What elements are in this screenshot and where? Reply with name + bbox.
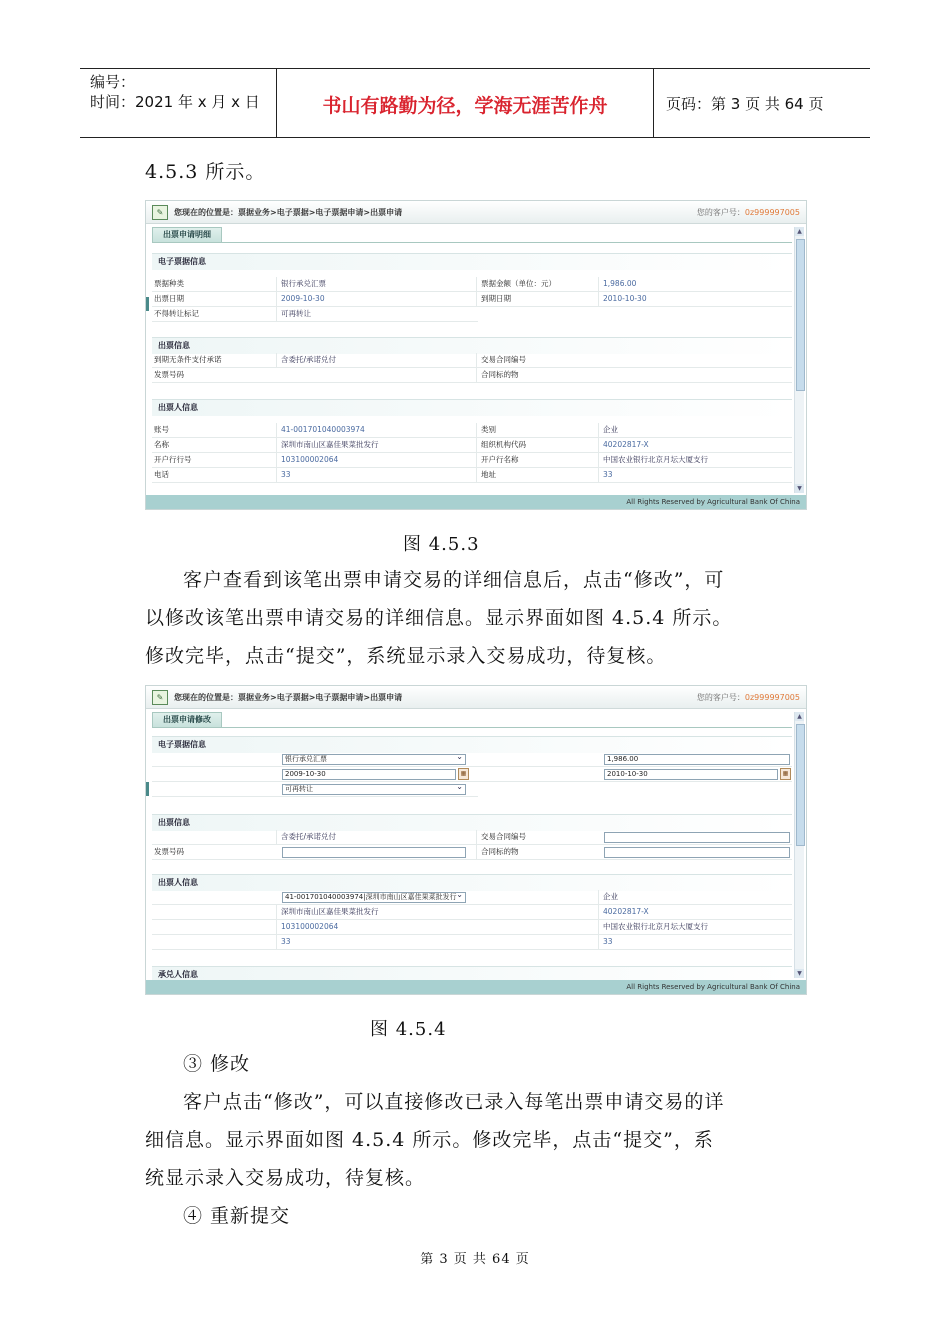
bill-info-grid [152,277,792,322]
scroll-up-icon[interactable]: ▲ [795,227,804,236]
calendar-icon[interactable]: ▦ [458,768,469,780]
table-row: 深圳市南山区嘉佳果菜批发行 40202817-X [152,905,792,920]
page-label: 页码：第 3 页 共 64 页 [666,95,824,113]
invoice-number-input[interactable] [282,847,466,858]
drawer-info-grid [152,423,792,483]
issue-date-input[interactable]: 2009-10-30 [282,769,456,780]
section-drawer-info: 出票人信息 [152,874,792,891]
section-bill-info: 电子票据信息 [152,253,792,270]
issue-info-grid [152,830,792,860]
scroll-down-icon[interactable]: ▼ [795,969,804,978]
contract-number-input[interactable] [604,832,790,843]
home-icon: ✎ [152,690,168,705]
table-row: 开户行行号 103100002064 开户行名称 中国农业银行北京月坛大厦支行 [152,453,792,468]
table-row: 含委托/承诺兑付 交易合同编号 [152,830,792,845]
table-row: 不得转让标记 可再转让 [152,307,478,322]
scroll-thumb[interactable] [796,724,805,846]
table-row: 账号 41-001701040003974 类别 企业 [152,423,792,438]
paragraph-2: 客户查看到该笔出票申请交易的详细信息后，点击“修改”，可 以修改该笔出票申请交易的详细信息。显示界面如图 4.5.4 所示。 修改完毕，点击“提交”，系统显示录入交易成功，待复核。 [145,569,733,667]
table-row: 103100002064 中国农业银行北京月坛大厦支行 [152,920,792,935]
screenshot-detail [145,200,807,510]
section-acceptor-info: 承兑人信息 [152,966,792,983]
section-bill-info: 电子票据信息 [152,736,792,753]
table-row: 票据种类 银行承兑汇票 票据金额（单位：元） 1,986.00 [152,277,792,292]
issue-info-grid [152,353,792,383]
table-row: 41-001701040003974|深圳市南山区嘉佳果菜批发行 ⌄ 企业 [152,890,792,905]
figure-caption-1: 图 4.5.3 [403,534,480,555]
section-drawer-info: 出票人信息 [152,399,792,416]
table-row: 33 33 [152,935,792,950]
table-row: 到期无条件支付承诺 含委托/承诺兑付 交易合同编号 [152,353,792,368]
number-label: 编号： [90,73,136,91]
drawer-info-grid [152,890,792,950]
bill-type-select[interactable]: 银行承兑汇票 ⌄ [282,754,466,765]
header-motto-cell [277,69,654,137]
tab-divider [152,242,792,243]
due-date-input[interactable]: 2010-10-30 [604,769,778,780]
transfer-flag-select[interactable]: 可再转让 ⌄ [282,784,466,795]
tab-edit[interactable]: 出票申请修改 [152,712,222,728]
scroll-thumb[interactable] [796,239,805,391]
collapse-handle[interactable] [146,782,149,796]
table-row [152,782,478,797]
scroll-up-icon[interactable]: ▲ [795,712,804,721]
account-select[interactable]: 41-001701040003974|深圳市南山区嘉佳果菜批发行 ⌄ [282,892,466,903]
customer-number: 您的客户号：0z999997005 [696,693,800,702]
collapse-handle[interactable] [146,297,149,311]
motto: 书山有路勤为径，学海无涯苦作舟 [322,95,608,117]
tab-divider [152,727,792,728]
screenshot-edit [145,685,807,995]
location-text: 您现在的位置是：票据业务>电子票据>电子票据申请>出票申请 [174,208,403,217]
intro-text: 4.5.3 所示。 [145,161,266,183]
heading-resubmit: ④ 重新提交 [183,1205,291,1227]
header-page-cell [654,69,870,137]
section-issue-info: 出票信息 [152,814,792,831]
page-footer: 第 3 页 共 64 页 [420,1252,530,1267]
paragraph-3: 客户点击“修改”，可以直接修改已录入每笔出票申请交易的详 细信息。显示界面如图 4.5.4 所示。修改完毕，点击“提交”，系 统显示录入交易成功，待复核。 [145,1091,725,1189]
bill-info-grid [152,752,792,797]
home-icon: ✎ [152,205,168,220]
table-row: 名称 深圳市南山区嘉佳果菜批发行 组织机构代码 40202817-X [152,438,792,453]
location-bar [146,686,806,709]
copyright-footer: All Rights Reserved by Agricultural Bank Of China [146,495,806,509]
contract-subject-input[interactable] [604,847,790,858]
location-bar [146,201,806,224]
table-row [152,767,792,782]
bill-amount-input[interactable]: 1,986.00 [604,754,790,765]
table-row: 发票号码 合同标的物 [152,368,792,383]
section-issue-info: 出票信息 [152,337,792,354]
customer-number: 您的客户号：0z999997005 [696,208,800,217]
figure-caption-2: 图 4.5.4 [370,1019,447,1040]
location-text: 您现在的位置是：票据业务>电子票据>电子票据申请>出票申请 [174,693,403,702]
table-row: 发票号码 合同标的物 [152,845,792,860]
header-meta-cell [80,69,277,137]
page-header [80,68,870,138]
calendar-icon[interactable]: ▦ [780,768,791,780]
scroll-down-icon[interactable]: ▼ [795,484,804,493]
heading-modify: ③ 修改 [183,1053,251,1075]
time-label: 时间：2021 年 x 月 x 日 [90,93,260,111]
tab-detail[interactable]: 出票申请明细 [152,227,222,243]
vertical-scrollbar[interactable] [794,712,804,978]
table-row [152,752,792,767]
copyright-footer: All Rights Reserved by Agricultural Bank Of China [146,980,806,994]
vertical-scrollbar[interactable] [794,227,804,493]
table-row: 出票日期 2009-10-30 到期日期 2010-10-30 [152,292,792,307]
table-row: 电话 33 地址 33 [152,468,792,483]
